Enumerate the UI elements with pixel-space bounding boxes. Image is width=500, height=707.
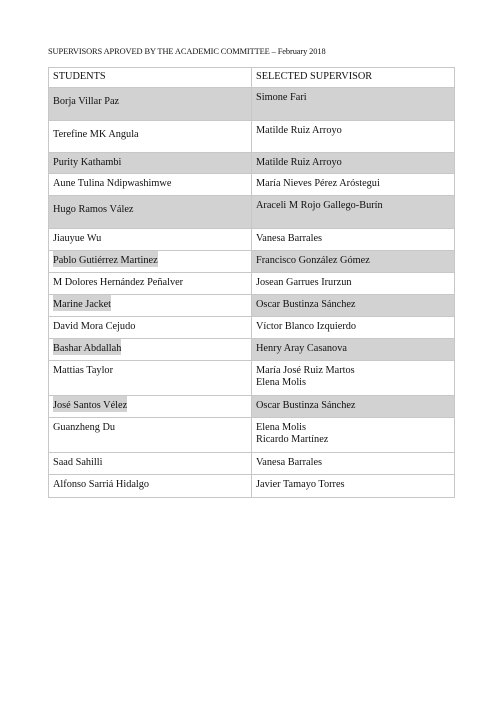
supervisor-cell	[252, 196, 455, 229]
table-row	[49, 475, 455, 498]
supervisor-cell	[252, 88, 455, 121]
supervisor-cell	[252, 273, 455, 295]
student-cell	[49, 196, 252, 229]
supervisor-cell	[252, 295, 455, 317]
supervisor-name: Ricardo Martínez	[256, 434, 329, 445]
supervisor-cell	[252, 361, 455, 396]
table-row	[49, 88, 455, 121]
header-supervisor: SELECTED SUPERVISOR	[252, 68, 455, 88]
student-name: Saad Sahilli	[53, 457, 103, 468]
table-row	[49, 317, 455, 339]
table-row	[49, 174, 455, 196]
student-cell	[49, 295, 252, 317]
supervisor-name: Simone Fari	[256, 92, 307, 103]
table-row	[49, 396, 455, 418]
student-name: Borja Villar Paz	[53, 96, 120, 107]
supervisor-cell	[252, 418, 455, 453]
supervisor-cell	[252, 453, 455, 475]
student-name: M Dolores Hernández Peñalver	[53, 277, 184, 288]
supervisor-name: Vanesa Barrales	[256, 457, 323, 468]
supervisor-name: María Nieves Pérez Aróstegui	[256, 178, 380, 189]
student-cell	[49, 475, 252, 498]
student-name: Jiauyue Wu	[53, 233, 102, 244]
table-row	[49, 196, 455, 229]
supervisor-name: Elena Molis	[256, 377, 307, 388]
student-name: José Santos Vélez	[53, 396, 127, 412]
student-name: Bashar Abdallah	[53, 339, 121, 355]
student-cell	[49, 88, 252, 121]
supervisor-name: Francisco González Gómez	[256, 255, 370, 266]
student-cell	[49, 317, 252, 339]
student-name: Guanzheng Du	[53, 422, 116, 433]
student-name: Alfonso Sarriá Hidalgo	[53, 479, 150, 490]
student-name: Terefine MK Angula	[53, 129, 139, 140]
supervisor-name: María José Ruiz Martos	[256, 365, 355, 376]
student-cell	[49, 418, 252, 453]
table-row	[49, 418, 455, 453]
document-title: SUPERVISORS APROVED BY THE ACADEMIC COMMITTEE – February 2018	[48, 47, 326, 56]
header-students: STUDENTS	[49, 68, 252, 88]
supervisor-cell	[252, 174, 455, 196]
supervisor-cell	[252, 229, 455, 251]
student-name: David Mora Cejudo	[53, 321, 136, 332]
student-name: Pablo Gutiérrez Martinez	[53, 251, 158, 267]
table-row	[49, 295, 455, 317]
student-name: Aune Tulina Ndipwashimwe	[53, 178, 172, 189]
student-cell	[49, 229, 252, 251]
student-cell	[49, 453, 252, 475]
student-cell	[49, 251, 252, 273]
supervisors-table	[48, 67, 455, 498]
supervisor-cell	[252, 153, 455, 174]
table-row	[49, 339, 455, 361]
supervisor-name: Josean Garrues Irurzun	[256, 277, 352, 288]
supervisor-name: Víctor Blanco Izquierdo	[256, 321, 357, 332]
supervisor-name: Vanesa Barrales	[256, 233, 323, 244]
table-row	[49, 251, 455, 273]
table-row	[49, 361, 455, 396]
table-row	[49, 453, 455, 475]
student-name: Marine Jacket	[53, 295, 111, 311]
student-name: Purity Kathambi	[53, 157, 122, 168]
supervisor-cell	[252, 251, 455, 273]
supervisor-cell	[252, 339, 455, 361]
student-name: Mattias Taylor	[53, 365, 114, 376]
supervisor-cell	[252, 317, 455, 339]
supervisor-name: Araceli M Rojo Gallego-Burín	[256, 200, 383, 211]
student-cell	[49, 339, 252, 361]
supervisor-cell	[252, 121, 455, 153]
student-cell	[49, 273, 252, 295]
supervisor-name: Henry Aray Casanova	[256, 343, 347, 354]
supervisor-name: Oscar Bustinza Sánchez	[256, 400, 356, 411]
supervisor-name: Matilde Ruiz Arroyo	[256, 157, 342, 168]
table-row	[49, 153, 455, 174]
table-header-row	[49, 68, 455, 88]
supervisor-name: Matilde Ruiz Arroyo	[256, 125, 342, 136]
supervisor-name: Oscar Bustinza Sánchez	[256, 299, 356, 310]
student-name: Hugo Ramos Vález	[53, 204, 134, 215]
student-cell	[49, 121, 252, 153]
table-row	[49, 229, 455, 251]
supervisor-name: Elena Molis	[256, 422, 307, 433]
supervisor-cell	[252, 475, 455, 498]
supervisor-name: Javier Tamayo Torres	[256, 479, 345, 490]
student-cell	[49, 361, 252, 396]
table-row	[49, 273, 455, 295]
student-cell	[49, 174, 252, 196]
supervisor-cell	[252, 396, 455, 418]
student-cell	[49, 153, 252, 174]
table-row	[49, 121, 455, 153]
student-cell	[49, 396, 252, 418]
